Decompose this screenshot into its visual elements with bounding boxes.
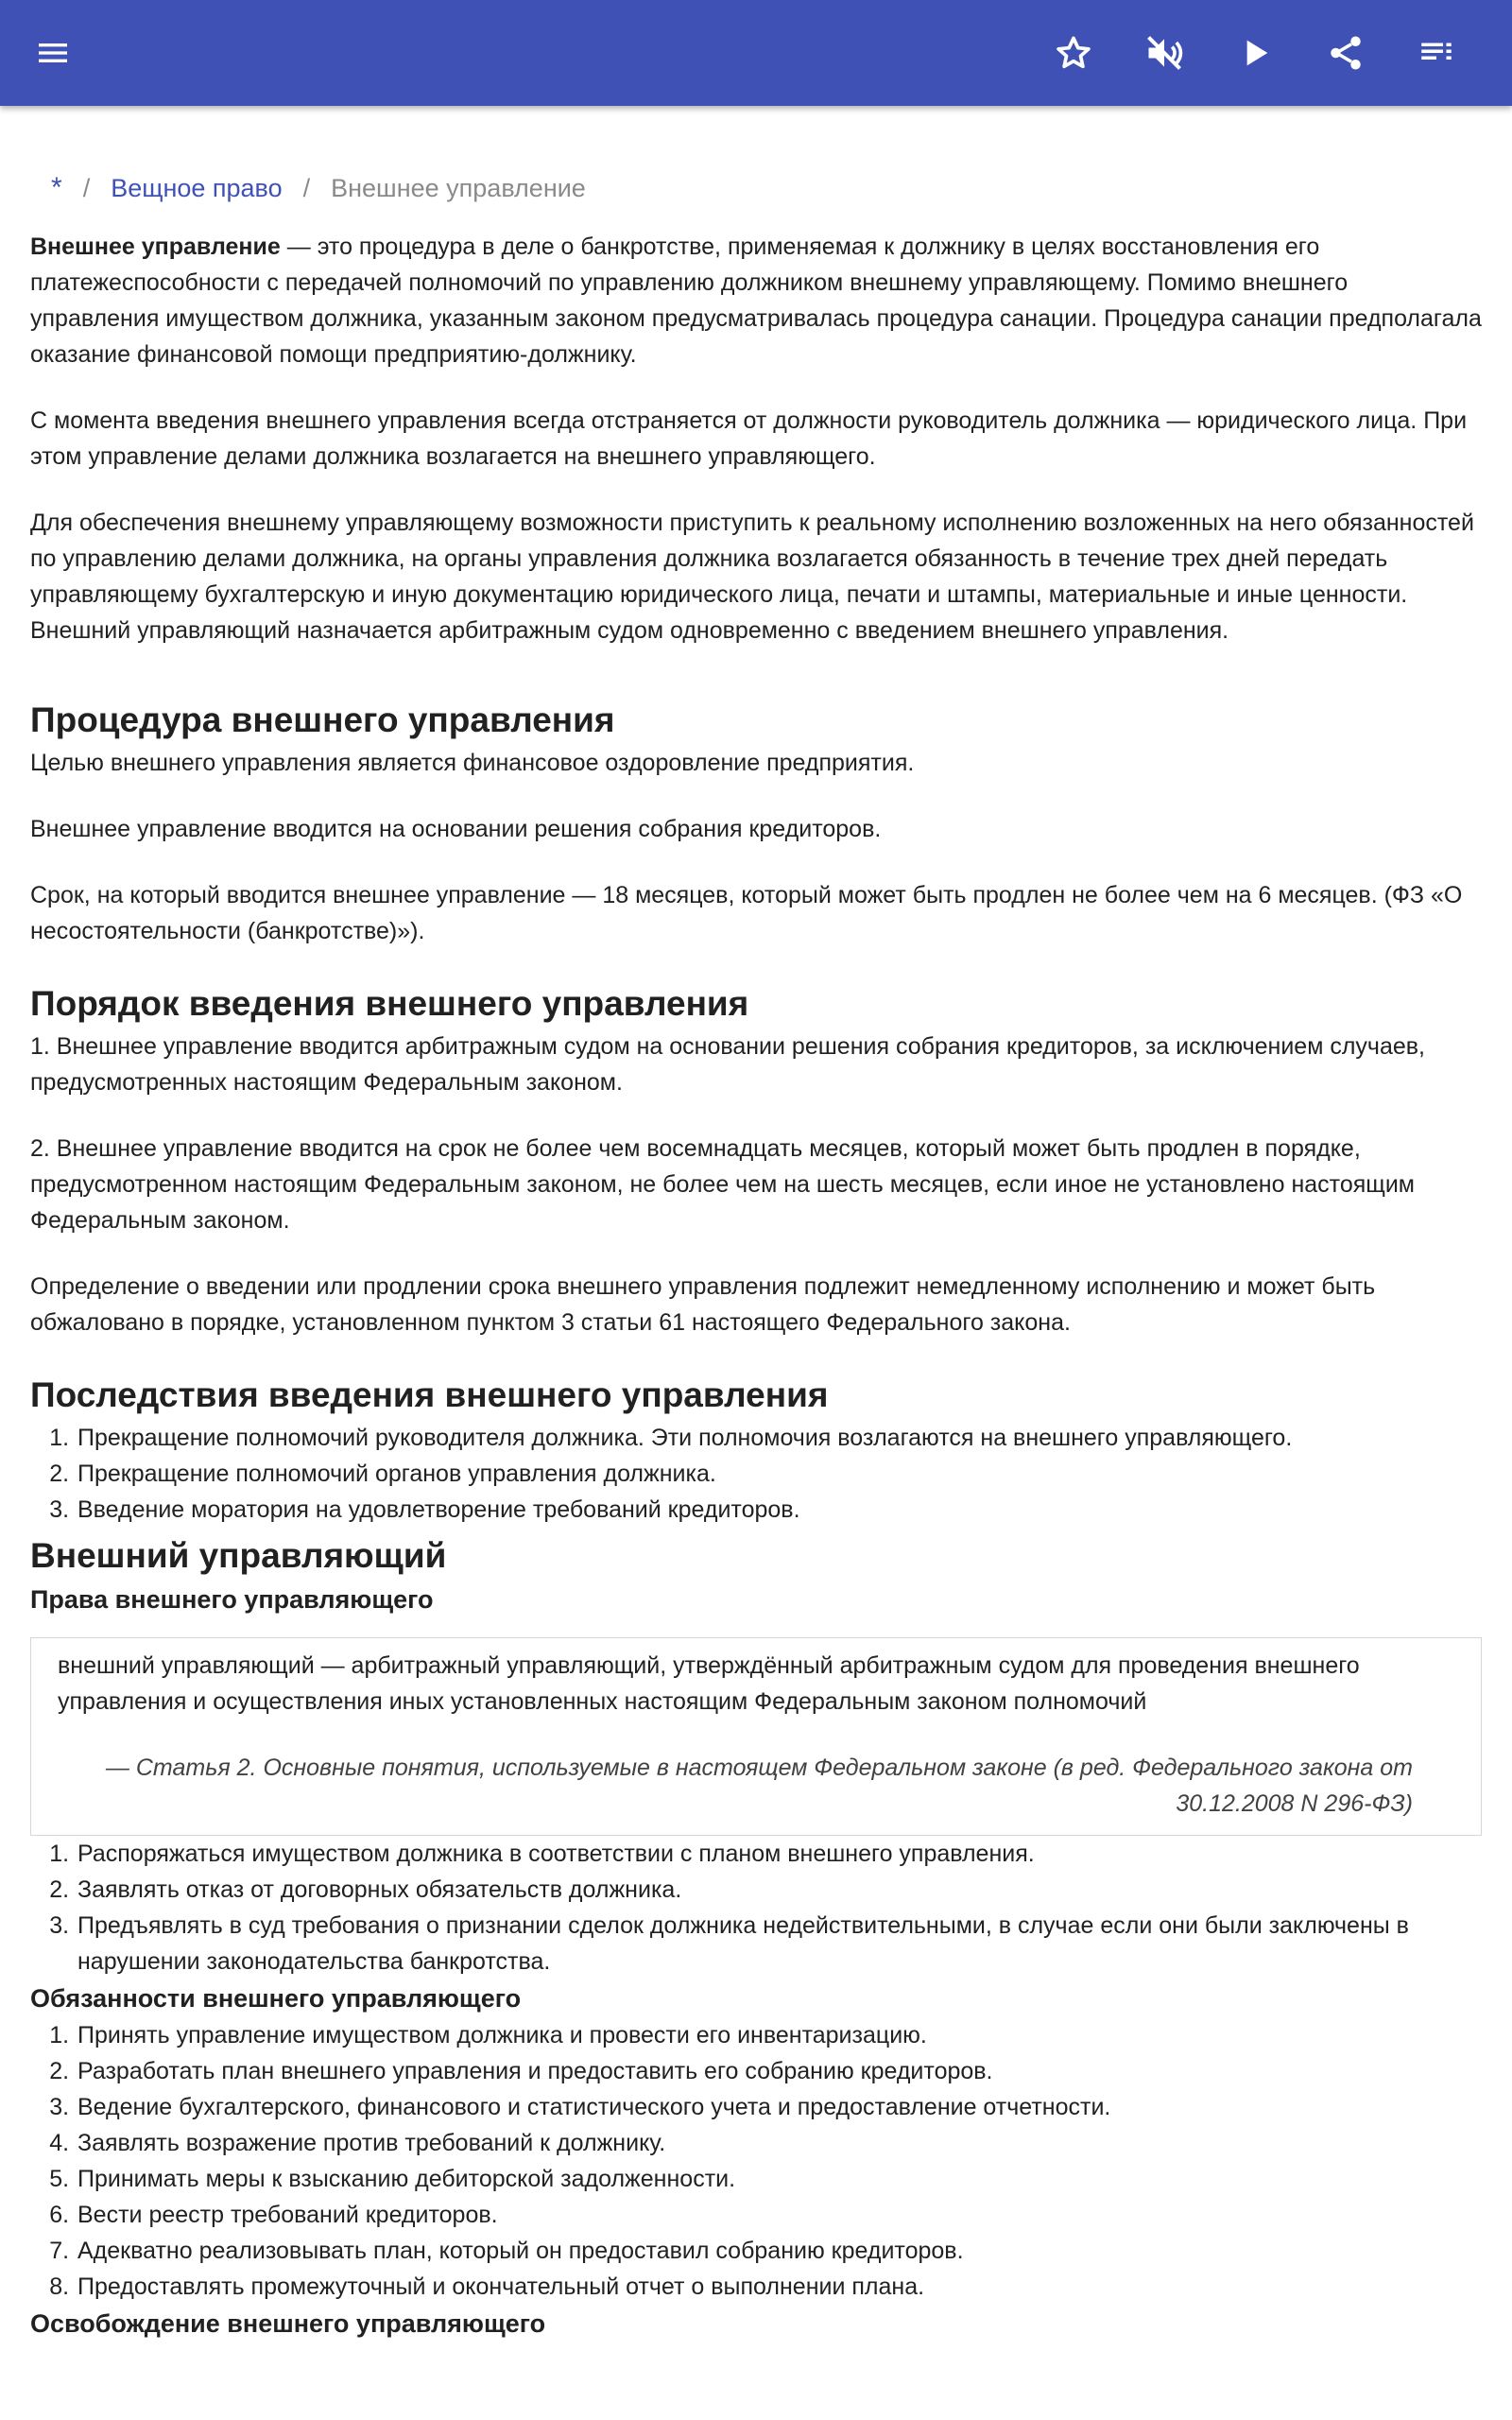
list-item: 1. Принять управление имуществом должника и провести его инвентаризацию.: [76, 2017, 1482, 2053]
intro-term: Внешнее управление: [30, 233, 281, 260]
paragraph: 1. Внешнее управление вводится арбитражным судом на основании решения собрания кредиторов, за исключением случаев, предусмотренных настоящим Федеральным законом.: [30, 1033, 1425, 1096]
list-item: 5. Принимать меры к взысканию дебиторской задолженности.: [76, 2161, 1482, 2197]
intro-paragraph: [30, 229, 1482, 372]
list-item: 3. Ведение бухгалтерского, финансового и статистического учета и предоставление отчетности.: [76, 2089, 1482, 2125]
paragraph: Определение о введении или продлении срока внешнего управления подлежит немедленному исполнению и может быть обжаловано в порядке, установленном пунктом 3 статьи 61 настоящего Федерального закона.: [30, 1273, 1376, 1336]
duties-list: [30, 2017, 1482, 2305]
subsection-heading-rights: Права внешнего управляющего: [30, 1585, 434, 1614]
breadcrumb-separator: /: [302, 173, 311, 202]
share-icon[interactable]: [1319, 26, 1372, 79]
breadcrumb-home-link[interactable]: *: [51, 172, 62, 203]
breadcrumb-link-category[interactable]: Вещное право: [111, 173, 283, 202]
star-outline-icon[interactable]: [1047, 26, 1100, 79]
list-item: 6. Вести реестр требований кредиторов.: [76, 2197, 1482, 2233]
volume-off-icon[interactable]: [1138, 26, 1191, 79]
list-item: 4. Заявлять возражение против требований к должнику.: [76, 2125, 1482, 2161]
quote-block: [30, 1637, 1482, 1836]
list-item: 3. Предъявлять в суд требования о признании сделок должника недействительными, в случае если они были заключены в нарушении законодательства банкротства.: [76, 1908, 1482, 1979]
section-heading-procedure: Процедура внешнего управления: [30, 700, 615, 739]
section-heading-consequences: Последствия введения внешнего управления: [30, 1375, 829, 1414]
rights-list: [30, 1836, 1482, 1979]
breadcrumb-current: Внешнее управление: [331, 173, 586, 202]
menu-icon[interactable]: [26, 26, 79, 79]
breadcrumb-separator: /: [82, 173, 91, 202]
article-content: [30, 151, 1482, 2342]
list-item: 2. Прекращение полномочий органов управления должника.: [76, 1456, 1482, 1492]
consequences-list: [30, 1420, 1482, 1528]
playlist-icon[interactable]: [1410, 26, 1463, 79]
paragraph: 2. Внешнее управление вводится на срок не более чем восемнадцать месяцев, который может быть продлен в порядке, предусмотренном настоящим Федеральным законом, не более чем на шесть месяцев, если иное не установлено настоящим Федеральным законом.: [30, 1135, 1415, 1234]
subsection-heading-duties: Обязанности внешнего управляющего: [30, 1984, 522, 2013]
list-item: 8. Предоставлять промежуточный и окончательный отчет о выполнении плана.: [76, 2269, 1482, 2305]
list-item: 2. Разработать план внешнего управления и предоставить его собранию кредиторов.: [76, 2053, 1482, 2089]
list-item: 3. Введение моратория на удовлетворение требований кредиторов.: [76, 1492, 1482, 1528]
quote-citation: — Статья 2. Основные понятия, используемые в настоящем Федеральном законе (в ред. Федерального закона от 30.12.2008 N 296-ФЗ): [105, 1754, 1413, 1817]
list-item: 1. Распоряжаться имуществом должника в соответствии с планом внешнего управления.: [76, 1836, 1482, 1872]
list-item: 1. Прекращение полномочий руководителя должника. Эти полномочия возлагаются на внешнего управляющего.: [76, 1420, 1482, 1456]
play-icon[interactable]: [1228, 26, 1281, 79]
subsection-heading-release: Освобождение внешнего управляющего: [30, 2309, 546, 2338]
list-item: 2. Заявлять отказ от договорных обязательств должника.: [76, 1872, 1482, 1908]
paragraph: Для обеспечения внешнему управляющему возможности приступить к реальному исполнению возложенных на него обязанностей по управлению делами должника, на органы управления должника возлагается обязанность в течение трех дней передать управляющему бухгалтерскую и иную документацию юридического лица, печати и штампы, материальные и иные ценности. Внешний управляющий назначается арбитражным судом одновременно с введением внешнего управления.: [30, 510, 1474, 644]
paragraph: С момента введения внешнего управления всегда отстраняется от должности руководитель должника — юридического лица. При этом управление делами должника возлагается на внешнего управляющего.: [30, 407, 1468, 470]
quote-text: внешний управляющий — арбитражный управляющий, утверждённый арбитражным судом для проведения внешнего управления и осуществления иных установленных настоящим Федеральным законом полномочий: [58, 1652, 1360, 1715]
list-item: 7. Адекватно реализовывать план, который он предоставил собранию кредиторов.: [76, 2233, 1482, 2269]
paragraph: Срок, на который вводится внешнее управление — 18 месяцев, который может быть продлен не более чем на 6 месяцев. (ФЗ «О несостоятельности (банкротстве)»).: [30, 882, 1463, 944]
paragraph: Целью внешнего управления является финансовое оздоровление предприятия.: [30, 750, 915, 776]
section-heading-order: Порядок введения внешнего управления: [30, 984, 749, 1023]
breadcrumb: [30, 151, 1482, 225]
section-heading-manager: Внешний управляющий: [30, 1536, 447, 1575]
paragraph: Внешнее управление вводится на основании решения собрания кредиторов.: [30, 816, 882, 842]
intro-definition: — это процедура в деле о банкротстве, применяемая к должнику в целях восстановления его платежеспособности с передачей полномочий по управлению должником внешнему управляющему. Помимо внешнего управления имуществом должника, указанным законом предусматривалась процедура санации. Процедура санации предполагала оказание финансовой помощи предприятию-должнику.: [30, 233, 1482, 368]
app-toolbar: [0, 0, 1512, 106]
